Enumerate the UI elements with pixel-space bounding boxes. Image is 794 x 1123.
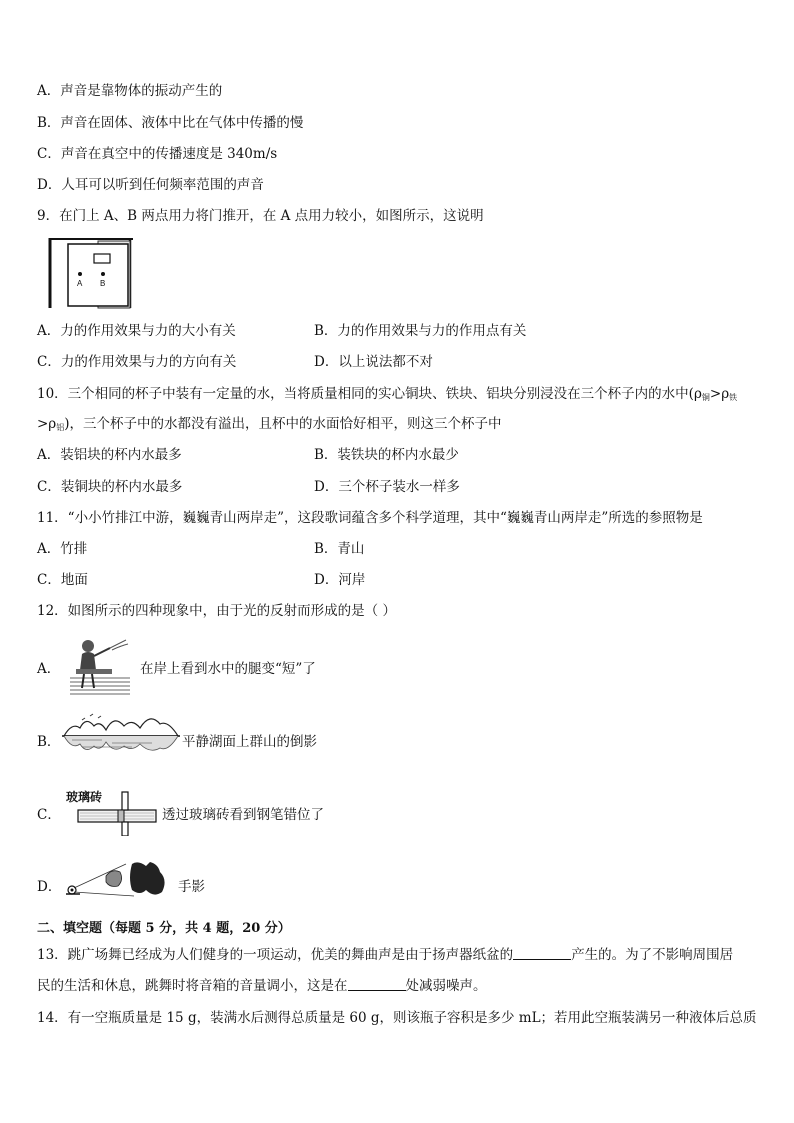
q10-option-a: A．装铝块的杯内水最多 (37, 447, 182, 463)
q12-option-a-text: 在岸上看到水中的腿变“短”了 (140, 661, 316, 677)
lake-reflection-figure (62, 712, 180, 754)
q12-option-c-text: 透过玻璃砖看到钢笔错位了 (162, 807, 324, 823)
q10-sub-al: 铝 (56, 423, 65, 432)
glass-brick-figure (66, 790, 158, 836)
q9-option-a: A．力的作用效果与力的大小有关 (37, 323, 236, 339)
q10-sub-iron: 铁 (729, 393, 738, 402)
q13-line2-b: 处减弱噪声。 (405, 978, 487, 994)
q9-option-d: D．以上说法都不对 (314, 354, 433, 370)
q13-line1-b: 产生的。为了不影响周围居 (571, 947, 734, 963)
door-label-b: B (100, 279, 106, 288)
q11-option-a: A．竹排 (37, 541, 88, 557)
q10-option-c: C．装铜块的杯内水最多 (37, 479, 183, 495)
q10-stem-line1 (37, 385, 737, 407)
q11-option-c: C．地面 (37, 572, 88, 588)
q10-stem-line2 (37, 415, 502, 437)
q12-option-a-label: A． (37, 661, 61, 677)
q13-blank-1 (513, 947, 571, 960)
section-title: 二、填空题（每题 5 分，共 4 题，20 分） (37, 921, 291, 936)
q10-option-b: B．装铁块的杯内水最少 (314, 447, 459, 463)
q10-stem-text: 10．三个相同的杯子中装有一定量的水，当将质量相同的实心铜块、铁块、铝块分别浸没在三个杯子内的水中(ρ (37, 386, 702, 402)
q11-stem: 11．“小小竹排江中游，巍巍青山两岸走”，这段歌词蕴含多个科学道理，其中“巍巍青山两岸走”所选的参照物是 (37, 510, 703, 526)
q13-line2-a: 民的生活和休息，跳舞时将音箱的音量调小，这是在 (37, 978, 348, 994)
q11-option-b: B．青山 (314, 541, 365, 557)
q13-blank-2 (348, 978, 406, 991)
q8-option-b: B．声音在固体、液体中比在气体中传播的慢 (37, 115, 304, 131)
q9-stem: 9．在门上 A、B 两点用力将门推开，在 A 点用力较小，如图所示，这说明 (37, 208, 484, 224)
q12-option-c-label: C． (37, 807, 61, 823)
q10-line2-start: >ρ (37, 416, 57, 432)
q12-option-d-label: D． (37, 879, 62, 895)
door-label-a: A (77, 279, 83, 288)
q13-line2 (37, 977, 487, 995)
q12-option-b-text: 平静湖面上群山的倒影 (182, 734, 317, 750)
q12-option-d-text: 手影 (178, 879, 205, 895)
q11-option-d: D．河岸 (314, 572, 366, 588)
q9-option-b: B．力的作用效果与力的作用点有关 (314, 323, 527, 339)
q8-option-d: D．人耳可以听到任何频率范围的声音 (37, 177, 264, 193)
q12-stem: 12．如图所示的四种现象中，由于光的反射而形成的是（ ） (37, 603, 396, 619)
leg-in-water-figure (66, 636, 134, 698)
q13-line1 (37, 946, 733, 964)
glass-brick-label: 玻璃砖 (66, 790, 103, 804)
q10-line2-rest: )，三个杯子中的水都没有溢出，且杯中的水面恰好相平，则这三个杯子中 (64, 416, 502, 432)
q8-option-c: C．声音在真空中的传播速度是 340m/s (37, 146, 278, 162)
q14-line1: 14．有一空瓶质量是 15 g，装满水后测得总质量是 60 g，则该瓶子容积是多少 mL；若用此空瓶装满另一种液体后总质 (37, 1010, 757, 1026)
q9-option-c: C．力的作用效果与力的方向有关 (37, 354, 237, 370)
q10-sub-copper: 铜 (701, 393, 710, 402)
hand-shadow-figure (62, 858, 172, 900)
q13-line1-a: 13．跳广场舞已经成为人们健身的一项运动，优美的舞曲声是由于扬声器纸盆的 (37, 947, 514, 963)
door-figure (40, 236, 136, 310)
q8-option-a: A．声音是靠物体的振动产生的 (37, 83, 223, 99)
q10-gt1: >ρ (709, 386, 730, 402)
q10-option-d: D．三个杯子装水一样多 (314, 479, 460, 495)
q12-option-b-label: B． (37, 734, 61, 750)
